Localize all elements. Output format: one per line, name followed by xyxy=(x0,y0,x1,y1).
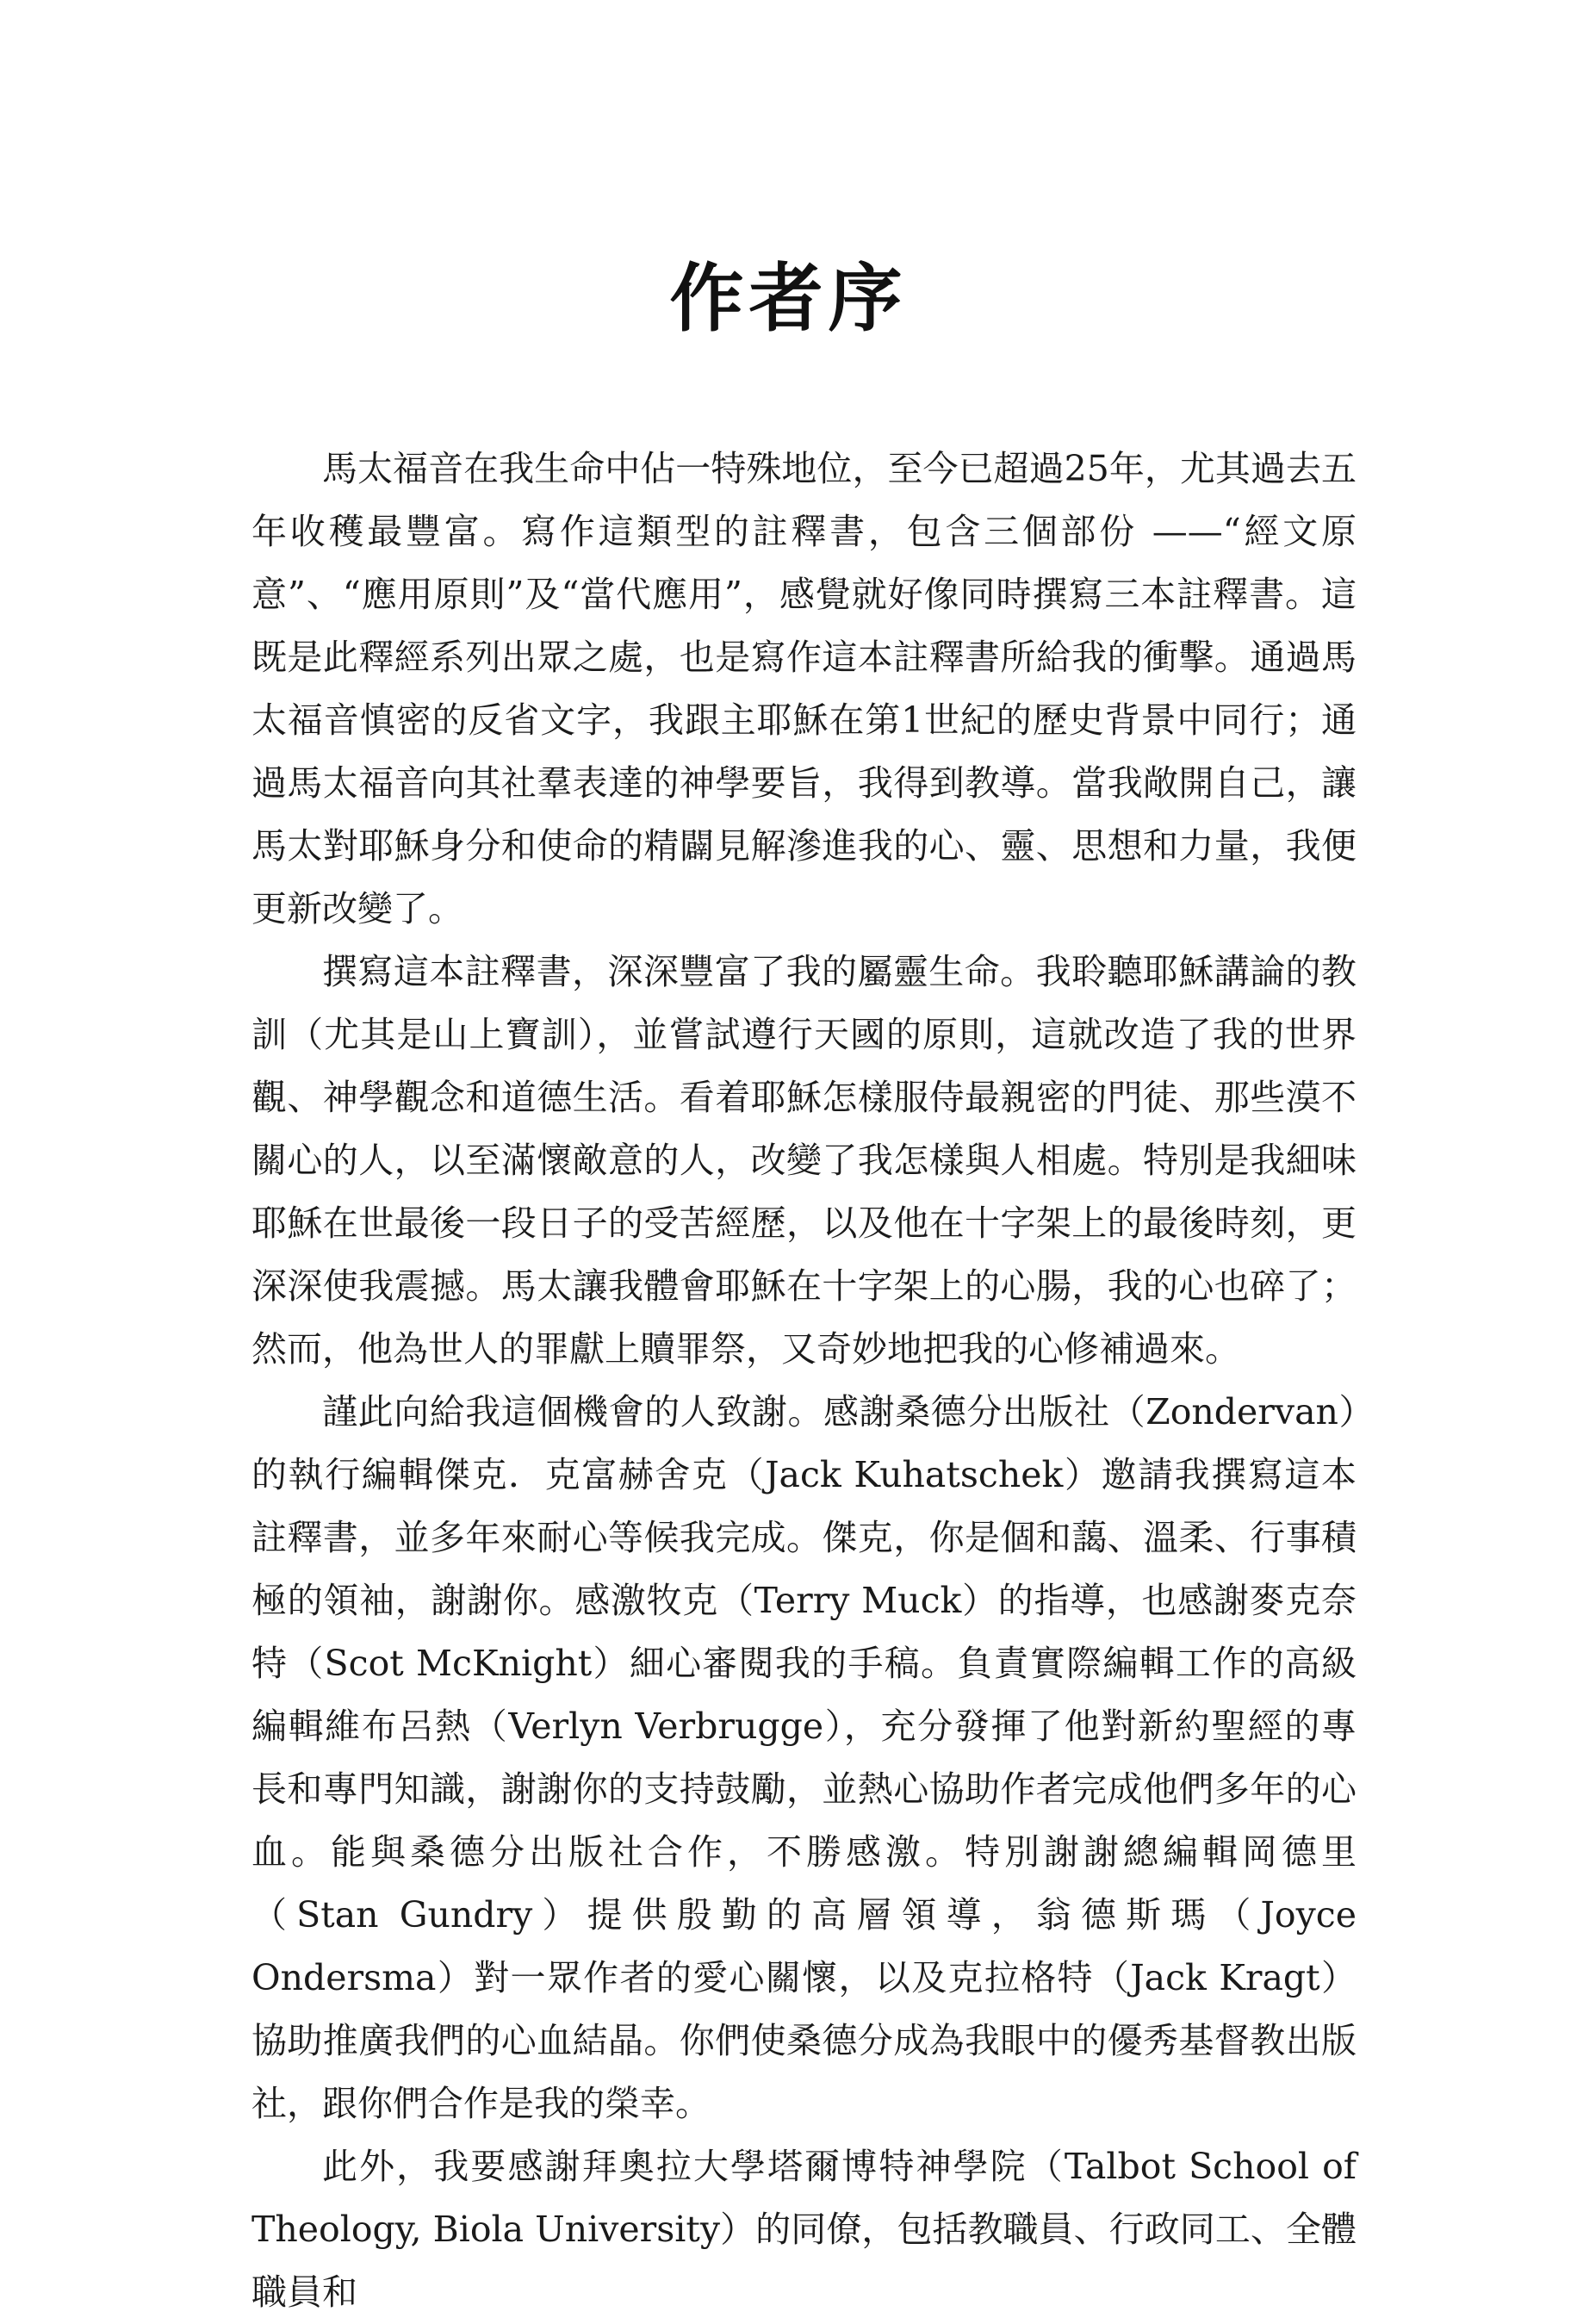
paragraph: 撰寫這本註釋書，深深豐富了我的屬靈生命。我聆聽耶穌講論的教訓（尤其是山上寶訓），並嘗試遵行天國的原則，這就改造了我的世界觀、神學觀念和道德生活。看着耶穌怎樣服侍最親密的門徒、那些漠不關心的人，以至滿懷敵意的人，改變了我怎樣與人相處。特別是我細味耶穌在世最後一段日子的受苦經歷，以及他在十字架上的最後時刻，更深深使我震撼。馬太讓我體會耶穌在十字架上的心腸，我的心也碎了；然而，他為世人的罪獻上贖罪祭，又奇妙地把我的心修補過來。 xyxy=(251,951,1357,1370)
paragraph: 此外，我要感謝拜奧拉大學塔爾博特神學院（Talbot School of Theology, Biola University）的同僚，包括教職員、行政同工、全體職員和 xyxy=(251,2146,1357,2313)
preface-body xyxy=(251,438,1357,2324)
paragraph: 馬太福音在我生命中佔一特殊地位，至今已超過25年，尤其過去五年收穫最豐富。寫作這類型的註釋書，包含三個部份 ——“經文原意”、“應用原則”及“當代應用”，感覺就好像同時撰寫三本註釋書。這既是此釋經系列出眾之處，也是寫作這本註釋書所給我的衝擊。通過馬太福音慎密的反省文字，我跟主耶穌在第1世紀的歷史背景中同行；通過馬太福音向其社羣表達的神學要旨，我得到教導。當我敞開自己，讓馬太對耶穌身分和使命的精闢見解滲進我的心、靈、思想和力量，我便更新改變了。 xyxy=(251,448,1357,929)
paragraph: 謹此向給我這個機會的人致謝。感謝桑德分出版社（Zondervan）的執行編輯傑克．克富赫舍克（Jack Kuhatschek）邀請我撰寫這本註釋書，並多年來耐心等候我完成。傑克，你是個和藹、溫柔、行事積極的領袖，謝謝你。感激牧克（Terry Muck）的指導，也感謝麥克奈特（Scot McKnight）細心審閱我的手稿。負責實際編輯工作的高級編輯維布呂熱（Verlyn Verbrugge），充分發揮了他對新約聖經的專長和專門知識，謝謝你的支持鼓勵，並熱心協助作者完成他們多年的心血。能與桑德分出版社合作，不勝感激。特別謝謝總編輯岡德里（Stan Gundry）提供殷勤的高層領導，翁德斯瑪（Joyce Ondersma）對一眾作者的愛心關懷，以及克拉格特（Jack Kragt）協助推廣我們的心血結晶。你們使桑德分成為我眼中的優秀基督教出版社，跟你們合作是我的榮幸。 xyxy=(251,1391,1357,2124)
page-title: 作者序 xyxy=(669,256,908,342)
